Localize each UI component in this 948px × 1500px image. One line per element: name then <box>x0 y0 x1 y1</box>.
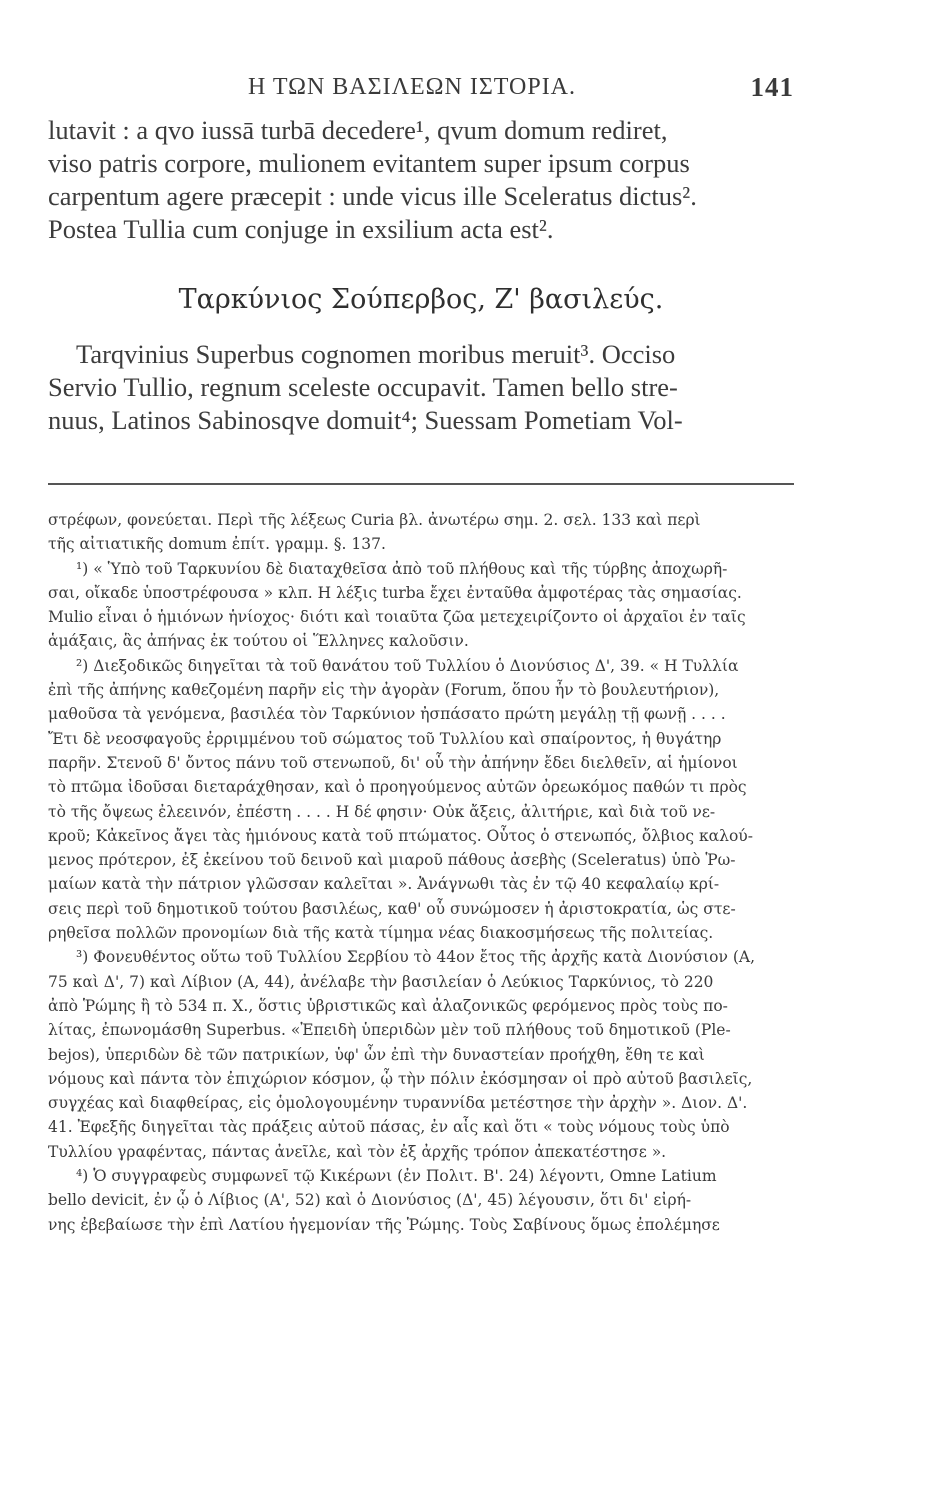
footnote-line: παρῆν. Στενοῦ δ' ὄντος πάνυ τοῦ στενωποῦ, δι' οὗ τὴν ἀπήνην ἔδει διελθεῖν, αἱ ἡμίονοι <box>48 753 738 772</box>
footnote-line: τὸ τῆς ὄψεως ἐλεεινόν, ἐπέστη . . . . Η δέ φησιν· Οὐκ ἄξεις, ἀλιτήριε, καὶ διὰ τοῦ νε- <box>48 802 716 821</box>
footnote-line: ³) Φονευθέντος οὕτω τοῦ Τυλλίου Σερβίου τὸ 44ον ἔτος τῆς ἀρχῆς κατὰ Διονύσιον (Α, <box>76 948 756 967</box>
text-line: carpentum agere præcepit : unde vicus ille Sceleratus dictus². <box>48 181 697 211</box>
footnote-rule <box>48 483 794 485</box>
footnote-line: μαθοῦσα τὰ γενόμενα, βασιλέα τὸν Ταρκύνιον ἠσπάσατο πρώτη μεγάλῃ τῇ φωνῇ . . . . <box>48 705 726 724</box>
text-line: lutavit : a qvo iussā turbā decedere¹, qvum domum rediret, <box>48 115 668 145</box>
text-line: Tarqvinius Superbus cognomen moribus meruit³. Occiso <box>76 339 676 369</box>
footnotes <box>48 508 794 1237</box>
footnote-line: ρηθεῖσα πολλῶν προνομίων διὰ τῆς κατὰ τίμημα νέας διακοσμήσεως τῆς πολιτείας. <box>48 924 714 943</box>
footnote-line: λίτας, ἐπωνομάσθη Superbus. «Ἐπειδὴ ὑπεριδὼν μὲν τοῦ πλήθους τοῦ δημοτικοῦ (Ple- <box>48 1021 731 1040</box>
footnote-line: κροῦ; Κἀκεῖνος ἄγει τὰς ἡμιόνους κατὰ τοῦ πτώματος. Οὗτος ὁ στενωπός, ὄλβιος καλού- <box>48 826 753 845</box>
footnote-line: ἀπὸ Ῥώμης ἢ τὸ 534 π. Χ., ὅστις ὑβριστικῶς καὶ ἀλαζονικῶς φερόμενος πρὸς τοὺς πο- <box>48 996 728 1015</box>
footnote-line: μενος πρότερον, ἐξ ἐκείνου τοῦ δεινοῦ καὶ μιαροῦ πάθους ἀσεβὴς (Sceleratus) ὑπὸ Ῥω- <box>48 851 736 870</box>
main-text-2 <box>48 338 794 437</box>
footnote-line: μαίων κατὰ τὴν πάτριον γλῶσσαν καλεῖται ». Ἀνάγνωθι τὰς ἐν τῷ 40 κεφαλαίῳ κρί- <box>48 875 720 894</box>
footnote-line: Ἔτι δὲ νεοσφαγοῦς ἐρριμμένου τοῦ σώματος τοῦ Τυλλίου καὶ σπαίροντος, ἡ θυγάτηρ <box>48 729 722 748</box>
footnote-line: ¹) « Ὑπὸ τοῦ Ταρκυνίου δὲ διαταχθεῖσα ἀπὸ τοῦ πλήθους καὶ τῆς τύρβης ἀποχωρῆ- <box>76 559 728 578</box>
footnote-line: ἁμάξαις, ἃς ἀπήνας ἐκ τούτου οἱ Ἕλληνες καλοῦσιν. <box>48 632 469 651</box>
footnote-line: τὸ πτῶμα ἰδοῦσαι διεταράχθησαν, καὶ ὁ προηγούμενος αὐτῶν ὀρεωκόμος παθών τι πρὸς <box>48 778 747 797</box>
text-line: Postea Tullia cum conjuge in exsilium acta est². <box>48 214 554 244</box>
paragraph-1 <box>48 114 794 246</box>
footnote-line: ²) Διεξοδικῶς διηγεῖται τὰ τοῦ θανάτου τοῦ Τυλλίου ὁ Διονύσιος Δ', 39. « Η Τυλλία <box>76 656 739 675</box>
footnote-line: bello devicit, ἐν ᾧ ὁ Λίβιος (Α', 52) καὶ ὁ Διονύσιος (Δ', 45) λέγουσιν, ὅτι δι' εἰρή- <box>48 1191 692 1210</box>
page-number: 141 <box>750 72 794 102</box>
text-line: viso patris corpore, mulionem evitantem super ipsum corpus <box>48 148 690 178</box>
footnote-line: συγχέας καὶ διαφθείρας, εἰς ὁμολογουμένην τυραννίδα μετέστησε τὴν ἀρχὴν ». Διον. Δ'. <box>48 1094 748 1113</box>
footnote-line: ⁴) Ὁ συγγραφεὺς συμφωνεῖ τῷ Κικέρωνι (ἐν Πολιτ. Β'. 24) λέγοντι, Omne Latium <box>76 1167 717 1186</box>
footnote-line: νόμους καὶ πάντα τὸν ἐπιχώριον κόσμον, ᾧ τὴν πόλιν ἐκόσμησαν οἱ πρὸ αὐτοῦ βασιλεῖς, <box>48 1069 753 1088</box>
footnote-line: τῆς αἰτιατικῆς domum ἐπίτ. γραμμ. §. 137. <box>48 535 386 554</box>
section-heading: Ταρκύνιος Σούπερβος, Ζ' βασιλεύς. <box>178 284 664 315</box>
main-text <box>48 114 794 246</box>
footnote-line: σεις περὶ τοῦ δημοτικοῦ τούτου βασιλέως, καθ' οὗ συνώμοσεν ἡ ἀριστοκρατία, ὡς στε- <box>48 899 736 918</box>
footnote-line: ἐπὶ τῆς ἀπήνης καθεζομένη παρῆν εἰς τὴν ἀγορὰν (Forum, ὅπου ἦν τὸ βουλευτήριον), <box>48 681 720 700</box>
paragraph-2 <box>48 338 794 437</box>
footnote-line: Mulio εἶναι ὁ ἡμιόνων ἡνίοχος· διότι καὶ τοιαῦτα ζῶα μετεχειρίζοντο οἱ ἀρχαῖοι ἐν ταῖς <box>48 608 746 627</box>
footnote-line: bejos), ὑπεριδὼν δὲ τῶν πατρικίων, ὑφ' ὧν ἐπὶ τὴν δυναστείαν προήχθη, ἔθη τε καὶ <box>48 1045 705 1064</box>
text-line: Servio Tullio, regnum sceleste occupavit. Tamen bello stre- <box>48 372 678 402</box>
running-title: Η ΤΩΝ ΒΑΣΙΛΕΩΝ ΙΣΤΟΡΙΑ. <box>248 74 577 100</box>
footnote-line: νης ἐβεβαίωσε τὴν ἐπὶ Λατίου ἡγεμονίαν τῆς Ῥώμης. Τοὺς Σαβίνους ὅμως ἐπολέμησε <box>48 1215 720 1234</box>
footnote-line: Τυλλίου γραφέντας, πάντας ἀνεῖλε, καὶ τὸν ἐξ ἀρχῆς τρόπον ἀπεκατέστησε ». <box>48 1142 667 1161</box>
footnote-line: 75 καὶ Δ', 7) καὶ Λίβιον (Α, 44), ἀνέλαβε τὴν βασιλείαν ὁ Λεύκιος Ταρκύνιος, τὸ 220 <box>48 972 714 991</box>
footnote-line: στρέφων, φονεύεται. Περὶ τῆς λέξεως Curia βλ. ἀνωτέρω σημ. 2. σελ. 133 καὶ περὶ <box>48 511 701 529</box>
footnote-line: σαι, οἴκαδε ὑποστρέφουσα » κλπ. Η λέξις turba ἔχει ἐνταῦθα ἀμφοτέρας τὰς σημασίας. <box>48 583 742 602</box>
text-line: nuus, Latinos Sabinosqve domuit⁴; Suessam Pometiam Vol- <box>48 405 683 435</box>
footnote-line: 41. Ἐφεξῆς διηγεῖται τὰς πράξεις αὐτοῦ πάσας, ἐν αἷς καὶ ὅτι « τοὺς νόμους τοὺς ὑπὸ <box>48 1118 730 1137</box>
